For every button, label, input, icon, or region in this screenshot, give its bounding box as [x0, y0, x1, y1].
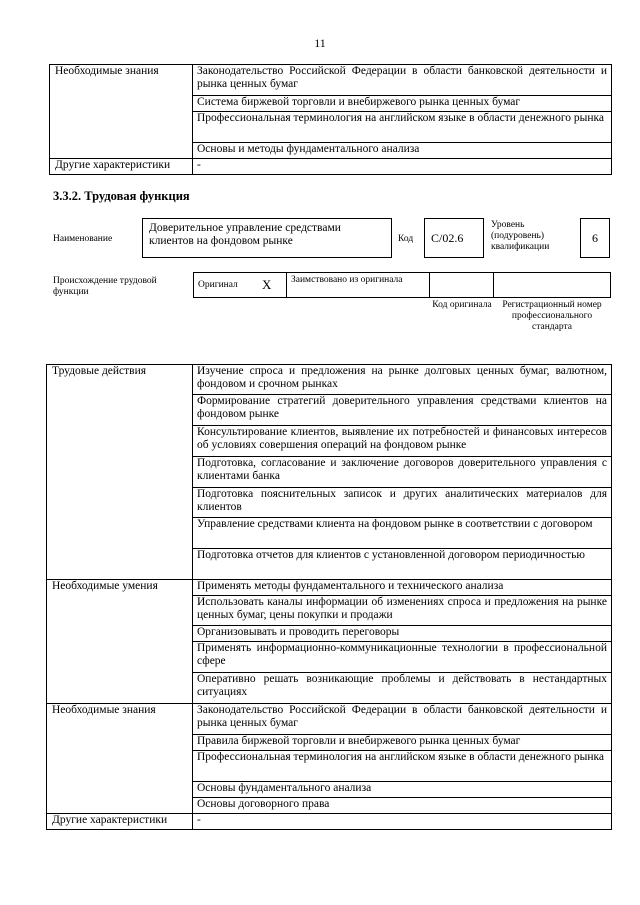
- skill-item: Использовать каналы информации об изменениях спроса и предложения на рынке ценных бумаг, цены покупки и продажи: [193, 596, 612, 626]
- skill-item: Применять методы фундаментального и технического анализа: [193, 580, 612, 596]
- top-row-label: Необходимые знания: [50, 65, 193, 159]
- skills-label: Необходимые умения: [47, 580, 193, 704]
- labor-action-item: Консультирование клиентов, выявление их потребностей и финансовых интересов об условиях совершения операций на фондовом рынке: [193, 426, 612, 457]
- other-label: Другие характеристики: [47, 814, 193, 830]
- labor-action-item: Формирование стратегий доверительного управления средствами клиентов на фондовом рынке: [193, 395, 612, 426]
- code-value: С/02.6: [431, 231, 464, 245]
- reg-number-cell: [493, 272, 611, 298]
- labor-action-item: Подготовка отчетов для клиентов с установленной договором периодичностью: [193, 549, 612, 580]
- code-value-box: [424, 218, 484, 258]
- name-value-box: [142, 218, 392, 258]
- top-other-label: Другие характеристики: [50, 159, 193, 175]
- level-value-box: [580, 218, 610, 258]
- labor-actions-label: Трудовые действия: [47, 365, 193, 580]
- top-knowledge-item: Основы и методы фундаментального анализа: [193, 143, 612, 159]
- labor-action-item: Изучение спроса и предложения на рынке долговых ценных бумаг, валютном, фондовом и срочном рынках: [193, 365, 612, 395]
- top-knowledge-item: Система биржевой торговли и внебиржевого рынка ценных бумаг: [193, 96, 612, 112]
- knowledge-item: Законодательство Российской Федерации в области банковской деятельности и рынка ценных бумаг: [193, 704, 612, 735]
- other-value: -: [193, 814, 612, 830]
- main-table: [46, 364, 612, 830]
- labor-action-item: Подготовка, согласование и заключение договоров доверительного управления с клиентами банка: [193, 457, 612, 488]
- knowledge-item: Основы договорного права: [193, 798, 612, 814]
- reg-number-label: Регистрационный номер профессионального стандарта: [502, 300, 602, 332]
- level-label: Уровень (подуровень) квалификации: [491, 220, 550, 252]
- skill-item: Оперативно решать возникающие проблемы и действовать в нестандартных ситуациях: [193, 673, 612, 704]
- top-knowledge-item: Профессиональная терминология на английском языке в области денежного рынка: [193, 112, 612, 143]
- original-code-cell: [429, 272, 494, 298]
- name-value: Доверительное управление средствами клиентов на фондовом рынке: [149, 222, 341, 247]
- skill-item: Применять информационно-коммуникационные технологии в профессиональной сфере: [193, 642, 612, 673]
- code-label: Код: [398, 234, 414, 244]
- top-other-value: -: [193, 159, 612, 175]
- top-knowledge-item: Законодательство Российской Федерации в области банковской деятельности и рынка ценных бумаг: [193, 65, 612, 96]
- origin-label: Происхождение трудовой функции: [53, 276, 157, 297]
- knowledge-label: Необходимые знания: [47, 704, 193, 814]
- labor-action-item: Подготовка пояснительных записок и других аналитических материалов для клиентов: [193, 488, 612, 518]
- knowledge-item: Профессиональная терминология на английском языке в области денежного рынка: [193, 751, 612, 782]
- level-value: 6: [592, 231, 598, 245]
- original-label: Оригинал: [198, 280, 238, 290]
- knowledge-item: Правила биржевой торговли и внебиржевого рынка ценных бумаг: [193, 735, 612, 751]
- page-number: 11: [314, 36, 326, 50]
- name-label: Наименование: [53, 234, 113, 244]
- knowledge-item: Основы фундаментального анализа: [193, 782, 612, 798]
- original-cell: [193, 272, 287, 298]
- original-code-label: Код оригинала: [432, 300, 492, 310]
- top-table: [49, 64, 612, 175]
- original-mark: X: [262, 277, 272, 292]
- borrowed-cell: [286, 272, 430, 298]
- labor-action-item: Управление средствами клиента на фондовом рынке в соответствии с договором: [193, 518, 612, 549]
- skill-item: Организовывать и проводить переговоры: [193, 626, 612, 642]
- borrowed-label: Заимствовано из оригинала: [291, 275, 403, 285]
- section-title: 3.3.2. Трудовая функция: [53, 189, 190, 203]
